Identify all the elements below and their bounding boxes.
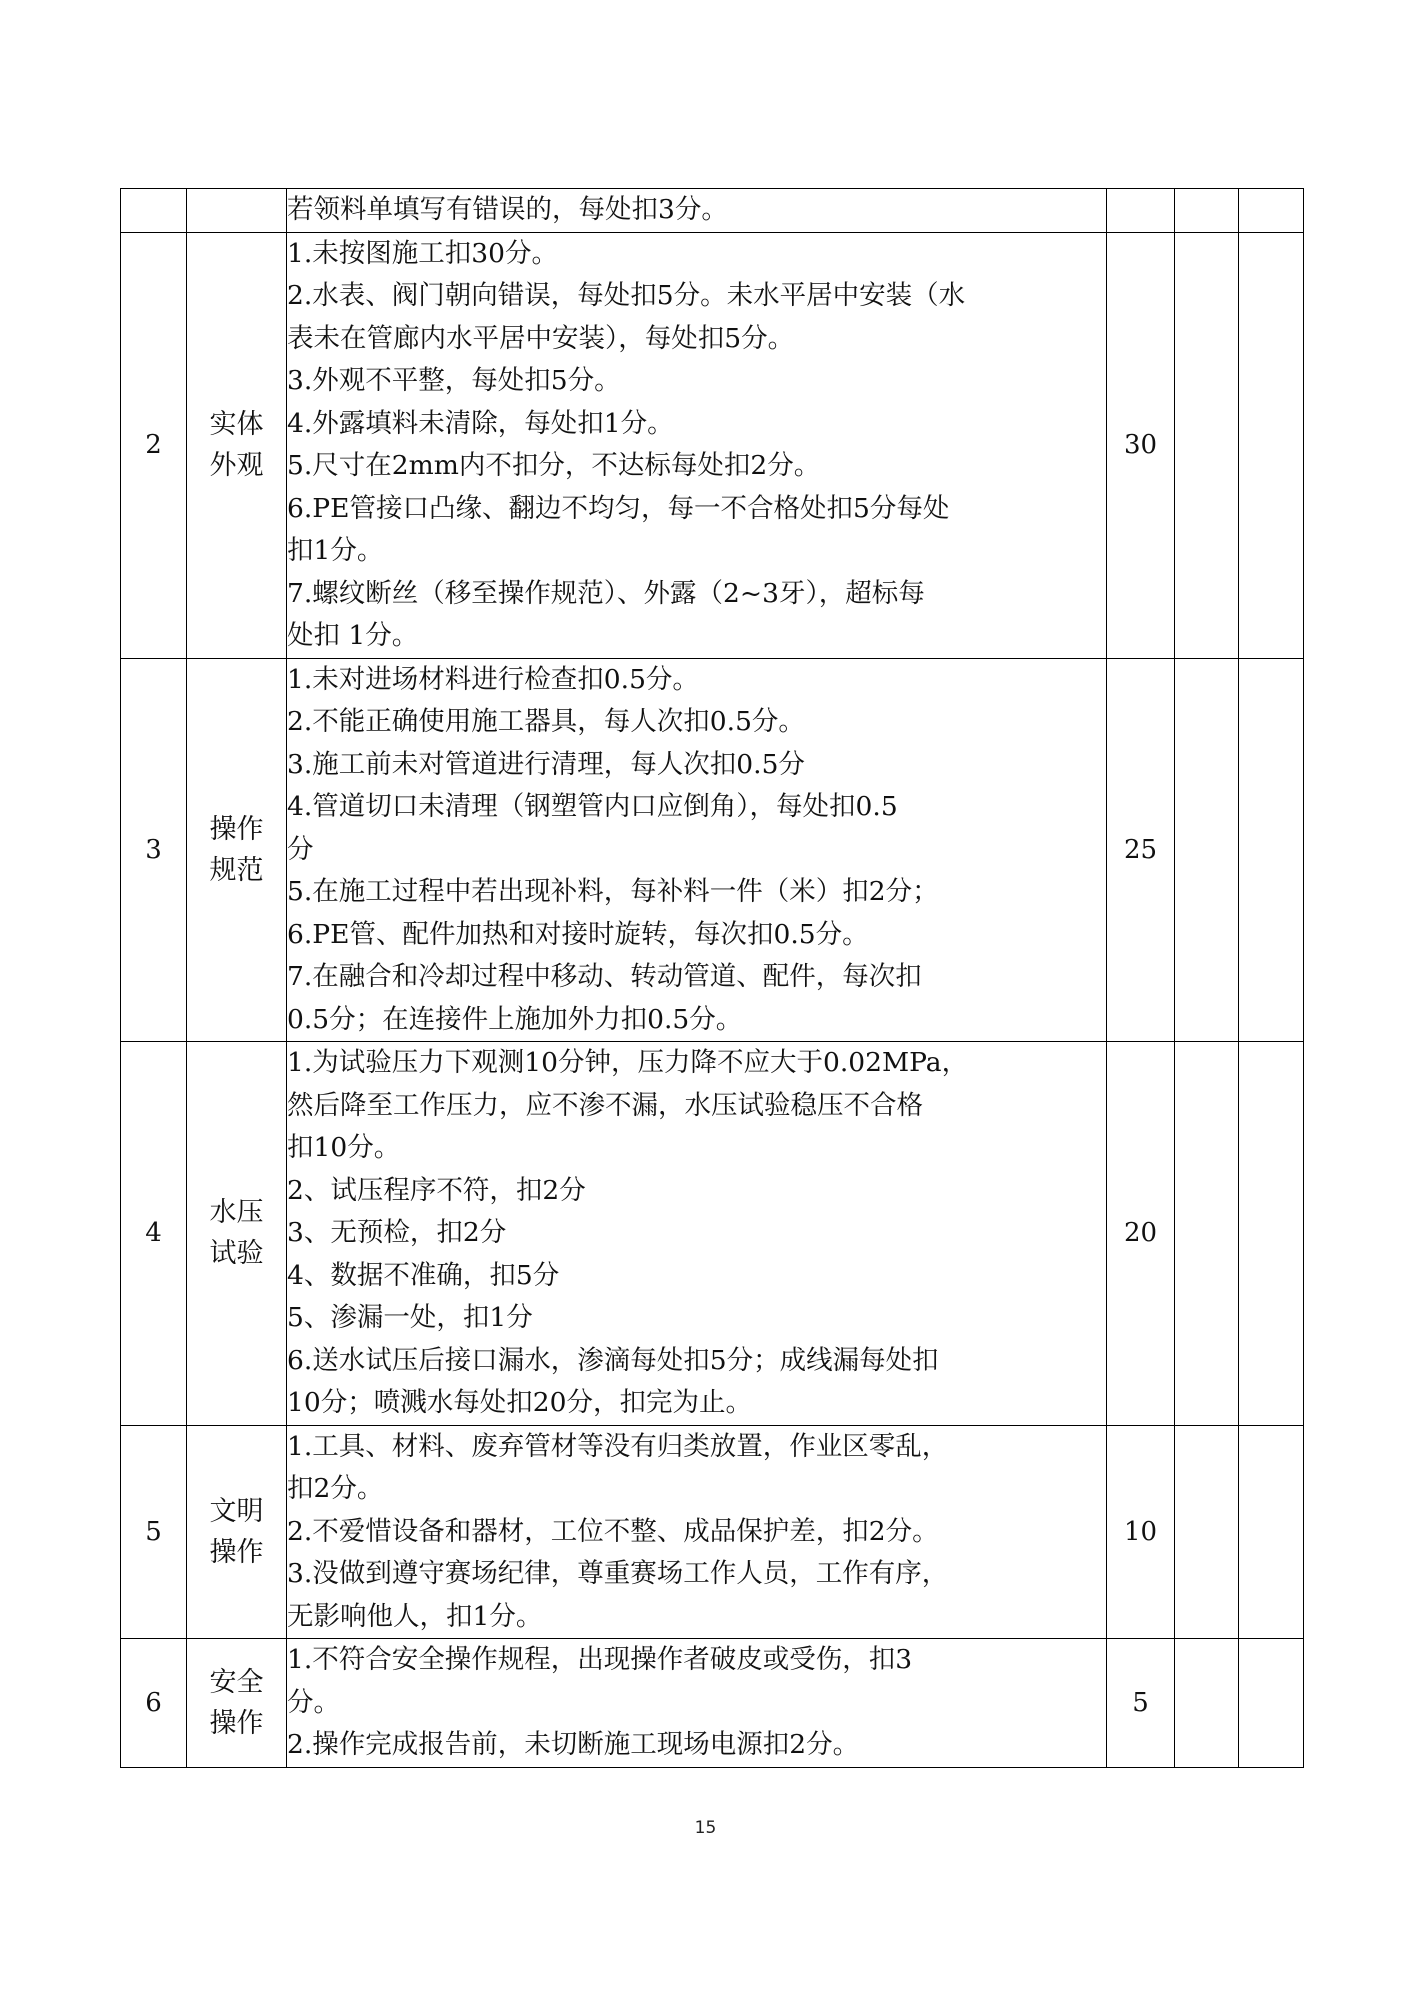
item-name bbox=[187, 232, 287, 658]
row-number: 3 bbox=[121, 658, 187, 1042]
criteria-line: 表未在管廊内水平居中安装），每处扣5分。 bbox=[287, 322, 795, 354]
row-number: 6 bbox=[121, 1639, 187, 1768]
deduction-cell bbox=[1175, 1639, 1239, 1768]
row-number: 2 bbox=[121, 232, 187, 658]
criteria-line: 5、渗漏一处，扣1分 bbox=[287, 1302, 533, 1333]
criteria-line: 然后降至工作压力，应不渗不漏，水压试验稳压不合格 bbox=[287, 1089, 923, 1121]
final-score-cell bbox=[1239, 232, 1304, 658]
final-score-cell bbox=[1239, 1639, 1304, 1768]
criteria-line: 1.未对进场材料进行检查扣0.5分。 bbox=[287, 663, 699, 695]
final-score-cell bbox=[1239, 1042, 1304, 1426]
criteria-line: 若领料单填写有错误的，每处扣3分。 bbox=[287, 194, 728, 225]
criteria-line: 6.送水试压后接口漏水，渗滴每处扣5分；成线漏每处扣 bbox=[287, 1344, 939, 1376]
item-name-line: 操作 bbox=[209, 1536, 264, 1568]
item-name-line: 操作 bbox=[209, 813, 264, 845]
item-name-line: 规范 bbox=[209, 854, 264, 886]
deduction-cell bbox=[1175, 1425, 1239, 1639]
max-score: 5 bbox=[1107, 1639, 1175, 1768]
scoring-criteria bbox=[287, 1639, 1107, 1768]
criteria-line: 6.PE管、配件加热和对接时旋转，每次扣0.5分。 bbox=[287, 918, 869, 950]
criteria-line: 3.没做到遵守赛场纪律，尊重赛场工作人员，工作有序， bbox=[287, 1558, 949, 1589]
criteria-line: 1.未按图施工扣30分。 bbox=[287, 237, 559, 269]
criteria-line: 扣1分。 bbox=[287, 535, 384, 566]
deduction-cell bbox=[1175, 1042, 1239, 1426]
table-row bbox=[121, 1425, 1304, 1639]
table-row bbox=[121, 232, 1304, 658]
final-score-cell bbox=[1239, 189, 1304, 233]
criteria-line: 3、无预检，扣2分 bbox=[287, 1217, 507, 1248]
max-score bbox=[1107, 189, 1175, 233]
item-name bbox=[187, 658, 287, 1042]
item-name-line: 外观 bbox=[209, 450, 264, 481]
max-score: 25 bbox=[1107, 658, 1175, 1042]
criteria-line: 1.工具、材料、废弃管材等没有归类放置，作业区零乱， bbox=[287, 1430, 949, 1462]
table-row bbox=[121, 658, 1304, 1042]
table-row bbox=[121, 1042, 1304, 1426]
criteria-line: 扣2分。 bbox=[287, 1473, 384, 1504]
criteria-line: 扣10分。 bbox=[287, 1132, 401, 1163]
scoring-criteria bbox=[287, 658, 1107, 1042]
item-name bbox=[187, 1042, 287, 1426]
criteria-line: 5.在施工过程中若出现补料，每补料一件（米）扣2分； bbox=[287, 876, 939, 907]
criteria-line: 2.操作完成报告前，未切断施工现场电源扣2分。 bbox=[287, 1729, 860, 1760]
table-row bbox=[121, 1639, 1304, 1768]
row-number: 4 bbox=[121, 1042, 187, 1426]
criteria-line: 2.不能正确使用施工器具，每人次扣0.5分。 bbox=[287, 706, 805, 737]
item-name bbox=[187, 189, 287, 233]
criteria-line: 3.施工前未对管道进行清理，每人次扣0.5分 bbox=[287, 748, 805, 780]
criteria-line: 分 bbox=[287, 833, 314, 865]
deduction-cell bbox=[1175, 189, 1239, 233]
criteria-line: 分。 bbox=[287, 1686, 340, 1718]
item-name-line: 实体 bbox=[209, 409, 264, 440]
table-row bbox=[121, 189, 1304, 233]
row-number: 5 bbox=[121, 1425, 187, 1639]
scoring-criteria bbox=[287, 232, 1107, 658]
criteria-line: 2、试压程序不符，扣2分 bbox=[287, 1174, 586, 1206]
item-name bbox=[187, 1639, 287, 1768]
criteria-line: 1.为试验压力下观测10分钟，压力降不应大于0.02MPa， bbox=[287, 1047, 969, 1078]
item-name-line: 试验 bbox=[209, 1238, 264, 1270]
criteria-line: 1.不符合安全操作规程，出现操作者破皮或受伤，扣3 bbox=[287, 1644, 913, 1675]
criteria-line: 6.PE管接口凸缘、翻边不均匀，每一不合格处扣5分每处 bbox=[287, 492, 950, 524]
item-name-line: 安全 bbox=[209, 1666, 264, 1698]
criteria-line: 4.管道切口未清理（钢塑管内口应倒角），每处扣0.5 bbox=[287, 791, 898, 822]
final-score-cell bbox=[1239, 658, 1304, 1042]
scoring-criteria bbox=[287, 189, 1107, 233]
item-name-line: 操作 bbox=[209, 1707, 264, 1739]
scoring-criteria bbox=[287, 1425, 1107, 1639]
criteria-line: 4.外露填料未清除，每处扣1分。 bbox=[287, 407, 674, 439]
criteria-line: 7.在融合和冷却过程中移动、转动管道、配件，每次扣 bbox=[287, 961, 922, 992]
item-name bbox=[187, 1425, 287, 1639]
criteria-line: 10分；喷溅水每处扣20分，扣完为止。 bbox=[287, 1387, 752, 1418]
deduction-cell bbox=[1175, 658, 1239, 1042]
max-score: 30 bbox=[1107, 232, 1175, 658]
criteria-line: 无影响他人，扣1分。 bbox=[287, 1600, 543, 1632]
criteria-line: 2.水表、阀门朝向错误，每处扣5分。未水平居中安装（水 bbox=[287, 280, 966, 311]
max-score: 10 bbox=[1107, 1425, 1175, 1639]
final-score-cell bbox=[1239, 1425, 1304, 1639]
criteria-line: 7.螺纹断丝（移至操作规范）、外露（2~3牙），超标每 bbox=[287, 577, 925, 609]
scoring-table bbox=[120, 188, 1304, 1768]
criteria-line: 0.5分；在连接件上施加外力扣0.5分。 bbox=[287, 1003, 743, 1035]
criteria-line: 5.尺寸在2mm内不扣分，不达标每处扣2分。 bbox=[287, 450, 821, 481]
criteria-line: 2.不爱惜设备和器材，工位不整、成品保护差，扣2分。 bbox=[287, 1515, 939, 1547]
scoring-table-body bbox=[121, 189, 1304, 1768]
deduction-cell bbox=[1175, 232, 1239, 658]
max-score: 20 bbox=[1107, 1042, 1175, 1426]
scoring-criteria bbox=[287, 1042, 1107, 1426]
criteria-line: 4、数据不准确，扣5分 bbox=[287, 1259, 560, 1291]
page-number: 15 bbox=[694, 1818, 717, 1838]
criteria-line: 3.外观不平整，每处扣5分。 bbox=[287, 365, 621, 396]
item-name-line: 水压 bbox=[209, 1197, 264, 1229]
item-name-line: 文明 bbox=[209, 1495, 264, 1527]
row-number bbox=[121, 189, 187, 233]
criteria-line: 处扣 1分。 bbox=[287, 620, 419, 651]
